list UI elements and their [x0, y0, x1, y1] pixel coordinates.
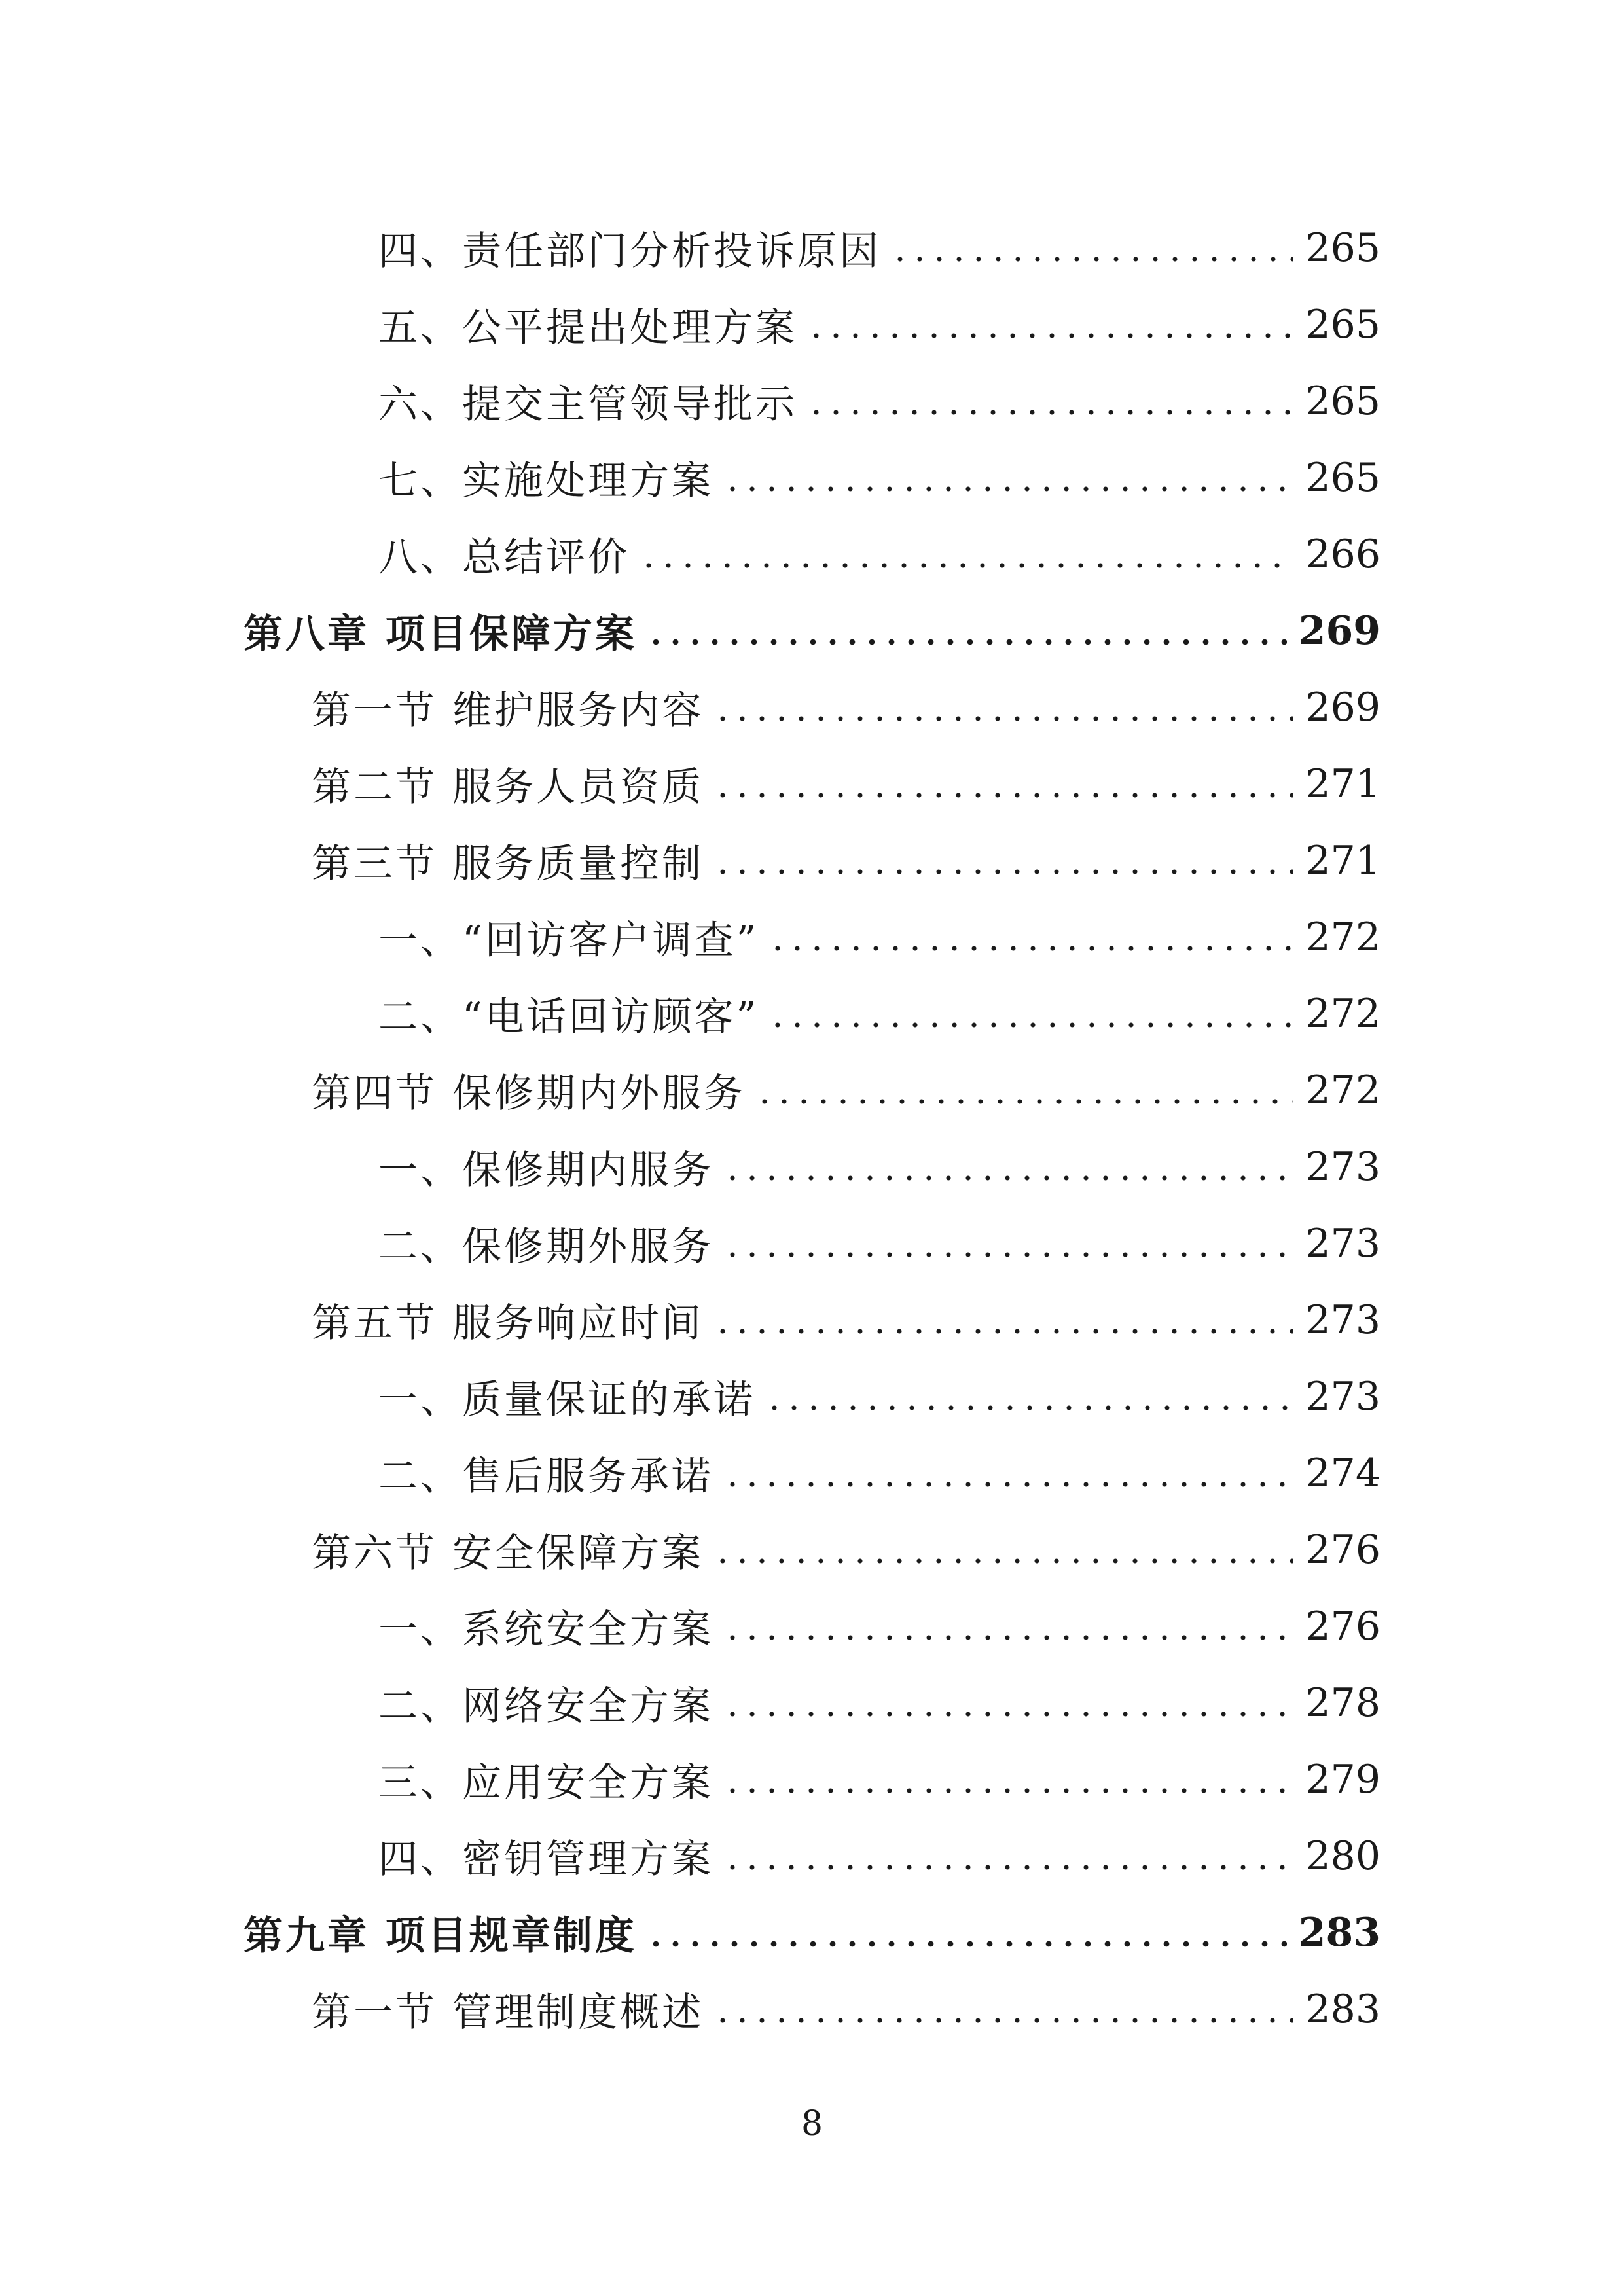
dot-leader	[768, 918, 1293, 957]
dot-leader	[713, 1530, 1293, 1570]
toc-entry-page-number: 265	[1305, 224, 1380, 271]
toc-entry-page-number: 271	[1305, 761, 1380, 807]
toc-entry-title: 八、总结评价	[378, 534, 630, 581]
dot-leader	[713, 764, 1293, 804]
dot-leader	[713, 688, 1293, 727]
toc-entry-title: 第八章 项目保障方案	[244, 611, 637, 657]
toc-entry-item[interactable]	[0, 1358, 1624, 1435]
toc-entry-page-number: 283	[1298, 1909, 1380, 1956]
toc-entry-page-number: 278	[1305, 1679, 1380, 1726]
toc-entry-page-number: 274	[1305, 1450, 1380, 1496]
toc-entry-title: 一、质量保证的承诺	[378, 1376, 755, 1423]
dot-leader	[890, 228, 1293, 268]
toc-entry-item[interactable]	[0, 1435, 1624, 1511]
dot-leader	[723, 1607, 1293, 1646]
toc-entry-title: 一、“回访客户调查”	[378, 917, 759, 963]
toc-entry-title: 第六节 安全保障方案	[312, 1530, 704, 1576]
toc-entry-title: 第一节 维护服务内容	[312, 687, 704, 734]
dot-leader	[723, 1147, 1293, 1187]
toc-entry-title: 一、系统安全方案	[378, 1606, 713, 1653]
dot-leader	[723, 1454, 1293, 1493]
toc-entry-section[interactable]	[0, 1282, 1624, 1358]
toc-entry-page-number: 265	[1305, 301, 1380, 348]
toc-entry-section[interactable]	[0, 1511, 1624, 1588]
dot-leader	[646, 611, 1287, 651]
toc-entry-title: 七、实施处理方案	[378, 457, 713, 504]
toc-entry-title: 第四节 保修期内外服务	[312, 1070, 746, 1117]
toc-entry-title: 二、保修期外服务	[378, 1223, 713, 1270]
toc-entry-title: 六、提交主管领导批示	[378, 381, 797, 427]
toc-entry-title: 四、责任部门分析投诉原因	[378, 228, 881, 274]
toc-entry-page-number: 265	[1305, 378, 1380, 424]
dot-leader	[755, 1071, 1293, 1110]
toc-entry-page-number: 276	[1305, 1526, 1380, 1573]
toc-entry-item[interactable]	[0, 1205, 1624, 1282]
toc-entry-page-number: 266	[1305, 531, 1380, 577]
toc-entry-title: 三、应用安全方案	[378, 1759, 713, 1806]
toc-entry-item[interactable]	[0, 439, 1624, 516]
dot-leader	[723, 1224, 1293, 1263]
toc-entry-title: 第一节 管理制度概述	[312, 1989, 704, 2036]
toc-entry-page-number: 273	[1305, 1220, 1380, 1266]
toc-entry-title: 二、网络安全方案	[378, 1683, 713, 1729]
toc-entry-item[interactable]	[0, 1664, 1624, 1741]
toc-entry-item[interactable]	[0, 1128, 1624, 1205]
toc-entry-item[interactable]	[0, 975, 1624, 1052]
toc-entry-chapter[interactable]	[0, 1894, 1624, 1971]
toc-entry-title: 第九章 项目规章制度	[244, 1912, 637, 1959]
table-of-contents	[0, 209, 1624, 2047]
toc-entry-page-number: 272	[1305, 990, 1380, 1037]
dot-leader	[723, 1837, 1293, 1876]
toc-entry-title: 五、公平提出处理方案	[378, 304, 797, 351]
toc-entry-page-number: 279	[1305, 1756, 1380, 1803]
dot-leader	[713, 1990, 1293, 2029]
toc-entry-page-number: 273	[1305, 1373, 1380, 1420]
toc-entry-item[interactable]	[0, 1588, 1624, 1664]
toc-entry-page-number: 269	[1298, 607, 1380, 654]
toc-entry-item[interactable]	[0, 209, 1624, 286]
dot-leader	[723, 1683, 1293, 1723]
toc-entry-page-number: 269	[1305, 684, 1380, 730]
toc-entry-section[interactable]	[0, 822, 1624, 899]
toc-entry-item[interactable]	[0, 286, 1624, 363]
toc-entry-page-number: 273	[1305, 1297, 1380, 1343]
toc-entry-title: 一、保修期内服务	[378, 1147, 713, 1193]
toc-entry-page-number: 265	[1305, 454, 1380, 501]
toc-entry-page-number: 273	[1305, 1143, 1380, 1190]
toc-entry-title: 二、售后服务承诺	[378, 1453, 713, 1499]
toc-entry-item[interactable]	[0, 363, 1624, 439]
toc-entry-section[interactable]	[0, 669, 1624, 745]
dot-leader	[806, 382, 1293, 421]
toc-entry-section[interactable]	[0, 1052, 1624, 1128]
dot-leader	[806, 305, 1293, 344]
dot-leader	[723, 458, 1293, 497]
toc-entry-page-number: 272	[1305, 914, 1380, 960]
dot-leader	[768, 994, 1293, 1033]
toc-entry-title: 四、密钥管理方案	[378, 1836, 713, 1882]
dot-leader	[713, 1300, 1293, 1340]
toc-entry-page-number: 276	[1305, 1603, 1380, 1649]
dot-leader	[713, 841, 1293, 880]
dot-leader	[765, 1377, 1293, 1416]
dot-leader	[723, 1760, 1293, 1799]
toc-entry-title: 第二节 服务人员资质	[312, 764, 704, 810]
toc-entry-section[interactable]	[0, 1971, 1624, 2047]
toc-entry-section[interactable]	[0, 745, 1624, 822]
toc-entry-item[interactable]	[0, 899, 1624, 975]
toc-entry-title: 二、“电话回访顾客”	[378, 994, 759, 1040]
dot-leader	[646, 1913, 1287, 1952]
toc-entry-page-number: 271	[1305, 837, 1380, 884]
toc-entry-title: 第三节 服务质量控制	[312, 840, 704, 887]
toc-entry-item[interactable]	[0, 1818, 1624, 1894]
toc-entry-item[interactable]	[0, 516, 1624, 592]
toc-entry-page-number: 280	[1305, 1833, 1380, 1879]
toc-entry-item[interactable]	[0, 1741, 1624, 1818]
toc-entry-page-number: 272	[1305, 1067, 1380, 1113]
page-number: 8	[801, 2104, 823, 2144]
toc-entry-page-number: 283	[1305, 1986, 1380, 2032]
dot-leader	[639, 535, 1293, 574]
toc-entry-title: 第五节 服务响应时间	[312, 1300, 704, 1346]
toc-entry-chapter[interactable]	[0, 592, 1624, 669]
